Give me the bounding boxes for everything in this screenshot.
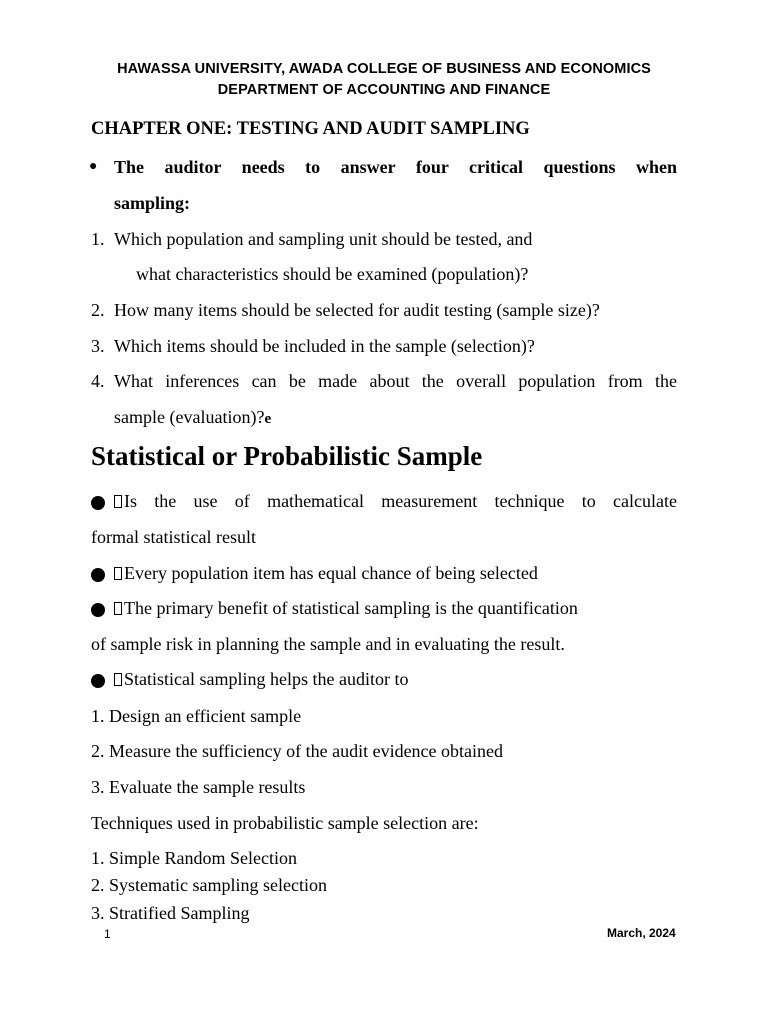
chapter-title: CHAPTER ONE: TESTING AND AUDIT SAMPLING xyxy=(91,119,530,139)
technique-item-2: 2. Systematic sampling selection xyxy=(91,875,327,895)
helps-item-3: 3. Evaluate the sample results xyxy=(91,777,306,797)
intro-bullet-line1: The auditor needs to answer four critical questions when xyxy=(114,157,677,177)
bullet-icon xyxy=(91,674,105,688)
question-number: 1. xyxy=(91,229,105,249)
stat-bullet-2: Every population item has equal chance of being selected xyxy=(114,563,538,584)
intro-bullet-line2: sampling: xyxy=(114,193,191,213)
stat-bullet-3-line1: The primary benefit of statistical sampling is the quantification xyxy=(114,598,578,619)
missing-glyph-icon xyxy=(114,602,122,615)
question-3: Which items should be included in the sample (selection)? xyxy=(114,336,535,356)
technique-item-3: 3. Stratified Sampling xyxy=(91,903,250,923)
helps-item-2: 2. Measure the sufficiency of the audit evidence obtained xyxy=(91,741,504,761)
stat-bullet-3-line2: of sample risk in planning the sample and in evaluating the result. xyxy=(91,634,565,654)
footer-date: March, 2024 xyxy=(607,926,676,940)
technique-item-1: 1. Simple Random Selection xyxy=(91,848,297,868)
question-4-line2: sample (evaluation)?e xyxy=(114,407,272,427)
question-1-line1: Which population and sampling unit should be tested, and xyxy=(114,229,533,249)
section-title: Statistical or Probabilistic Sample xyxy=(91,441,483,471)
question-4-line1: What inferences can be made about the overall population from the xyxy=(114,371,677,391)
techniques-intro: Techniques used in probabilistic sample selection are: xyxy=(91,813,479,833)
stat-bullet-1-line2: formal statistical result xyxy=(91,527,256,547)
department-header: DEPARTMENT OF ACCOUNTING AND FINANCE xyxy=(217,82,551,98)
missing-glyph-icon xyxy=(114,567,122,580)
bullet-icon xyxy=(91,496,105,510)
missing-glyph-icon xyxy=(114,673,122,686)
question-2: How many items should be selected for audit testing (sample size)? xyxy=(114,300,600,320)
question-1-line2: what characteristics should be examined (population)? xyxy=(136,264,529,284)
stat-bullet-4: Statistical sampling helps the auditor to xyxy=(114,669,408,690)
bullet-icon xyxy=(91,568,105,582)
university-header: HAWASSA UNIVERSITY, AWADA COLLEGE OF BUSINESS AND ECONOMICS xyxy=(117,61,651,77)
missing-glyph-icon xyxy=(114,495,122,508)
helps-item-1: 1. Design an efficient sample xyxy=(91,706,302,726)
bullet-icon xyxy=(91,603,105,617)
small-bullet-icon: ● xyxy=(89,159,98,174)
question-number: 4. xyxy=(91,371,105,391)
page-number: 1 xyxy=(104,927,111,941)
question-number: 3. xyxy=(91,336,105,356)
stat-bullet-1-line1: Is the use of mathematical measurement technique to calculate xyxy=(114,491,677,512)
question-number: 2. xyxy=(91,300,105,320)
